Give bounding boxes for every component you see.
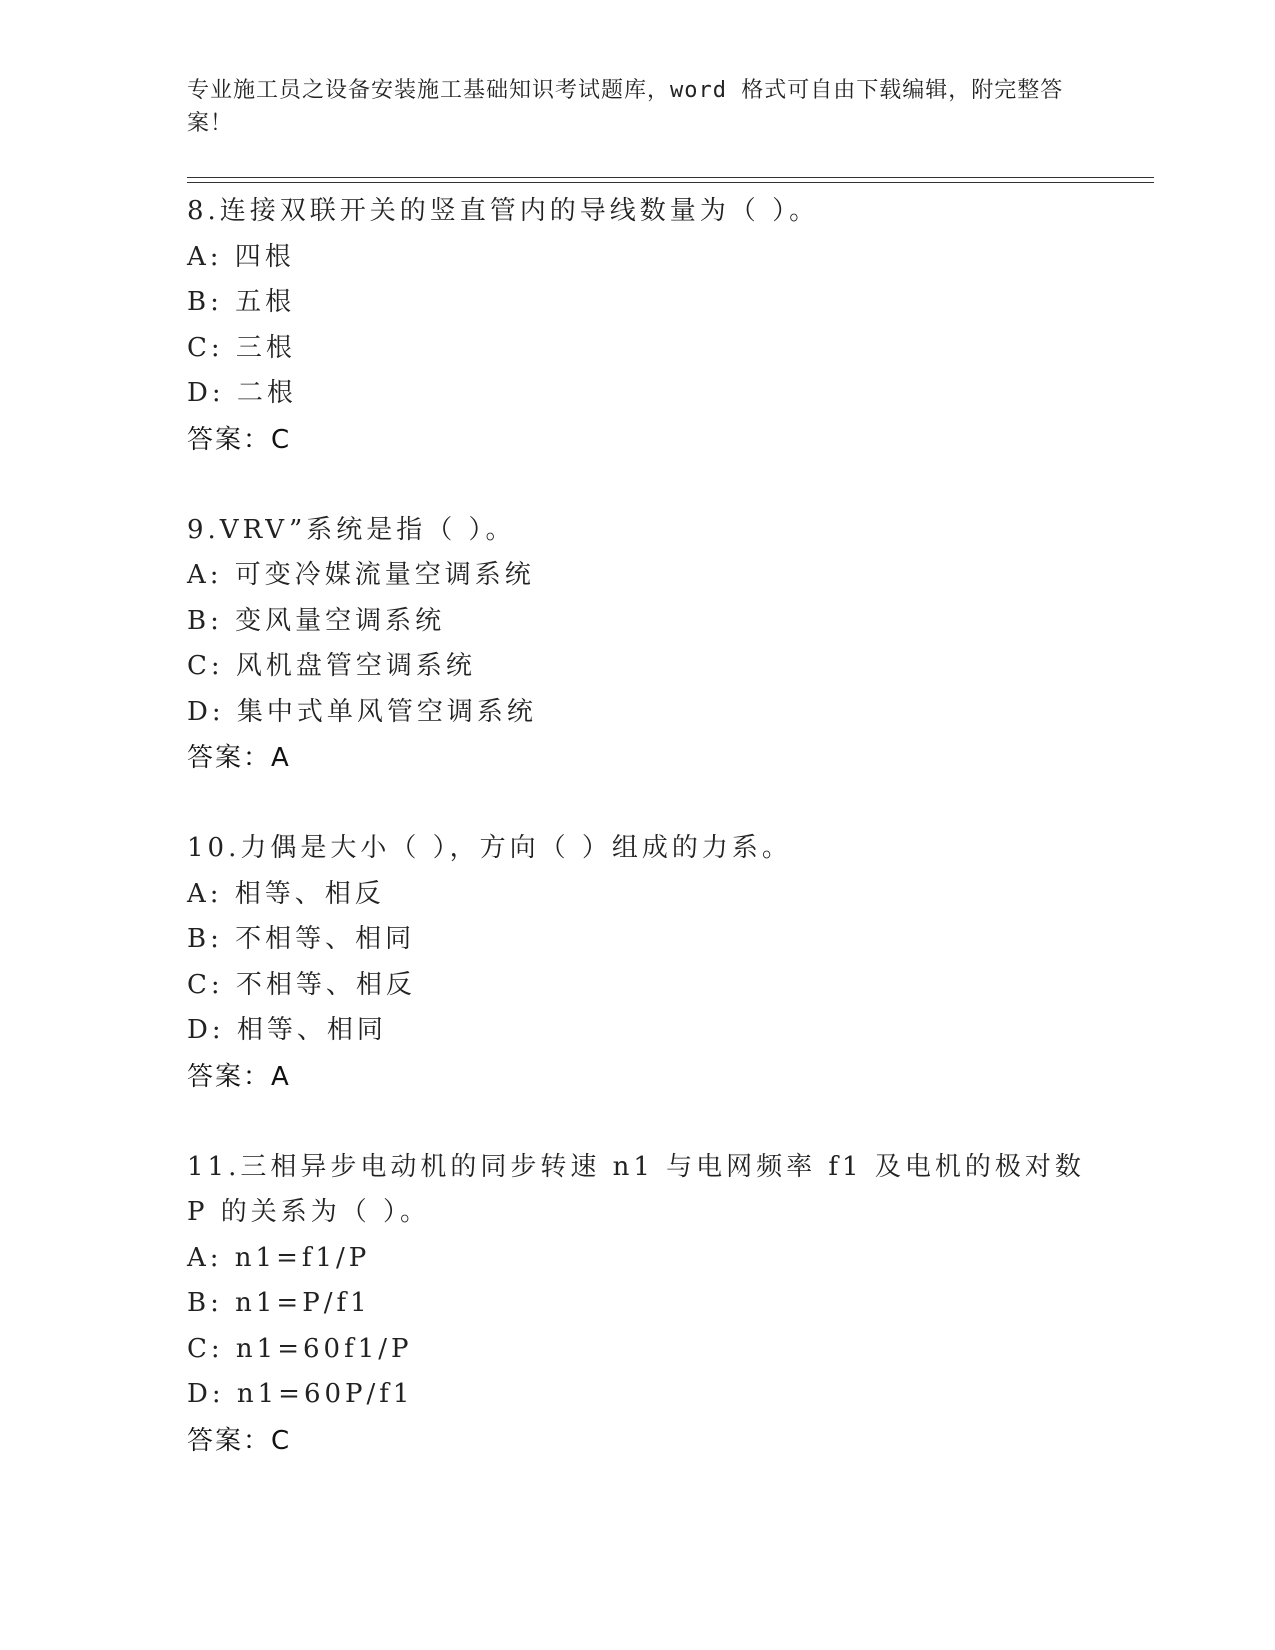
question-8 xyxy=(187,189,1117,463)
option-a: A: 相等、相反 xyxy=(187,878,385,909)
answer-line: 答案：C xyxy=(187,424,292,455)
question-spacer xyxy=(187,1100,1117,1145)
option-c: C: 三根 xyxy=(187,332,296,363)
option-b: B: n1=P/f1 xyxy=(187,1288,371,1318)
document-header-note: 专业施工员之设备安装施工基础知识考试题库，word 格式可自由下载编辑，附完整答案！ xyxy=(187,78,1064,136)
option-a: A: 可变冷媒流量空调系统 xyxy=(187,560,535,590)
question-spacer xyxy=(187,463,1117,508)
option-c: C: n1=60f1/P xyxy=(187,1333,413,1364)
question-list xyxy=(187,189,1117,1464)
question-spacer xyxy=(187,781,1117,826)
header-divider-bottom xyxy=(187,182,1154,183)
answer-line: 答案：C xyxy=(187,1425,292,1456)
option-b: B: 变风量空调系统 xyxy=(187,605,446,636)
question-9 xyxy=(187,508,1117,782)
option-a: A: n1=f1/P xyxy=(187,1242,371,1273)
question-11 xyxy=(187,1145,1117,1464)
option-d: D: 相等、相同 xyxy=(187,1015,387,1045)
option-b: B: 不相等、相同 xyxy=(187,924,416,954)
header-divider-top xyxy=(187,177,1154,178)
answer-line: 答案：A xyxy=(187,1061,291,1092)
question-stem: 11.三相异步电动机的同步转速 n1 与电网频率 f1 及电机的极对数 P 的关系为（ ）。 xyxy=(187,1151,1098,1227)
answer-line: 答案：A xyxy=(187,743,291,773)
option-a: A: 四根 xyxy=(187,241,295,272)
question-stem: 10.力偶是大小（ ），方向（ ）组成的力系。 xyxy=(187,833,792,863)
option-c: C: 风机盘管空调系统 xyxy=(187,651,476,681)
question-stem: 8.连接双联开关的竖直管内的导线数量为（ ）。 xyxy=(187,196,820,226)
question-stem: 9.VRV”系统是指（ ）。 xyxy=(187,514,516,545)
option-d: D: 集中式单风管空调系统 xyxy=(187,696,537,727)
option-d: D: 二根 xyxy=(187,378,297,408)
option-c: C: 不相等、相反 xyxy=(187,969,416,1000)
question-10 xyxy=(187,826,1117,1100)
option-d: D: n1=60P/f1 xyxy=(187,1379,414,1409)
option-b: B: 五根 xyxy=(187,287,296,317)
